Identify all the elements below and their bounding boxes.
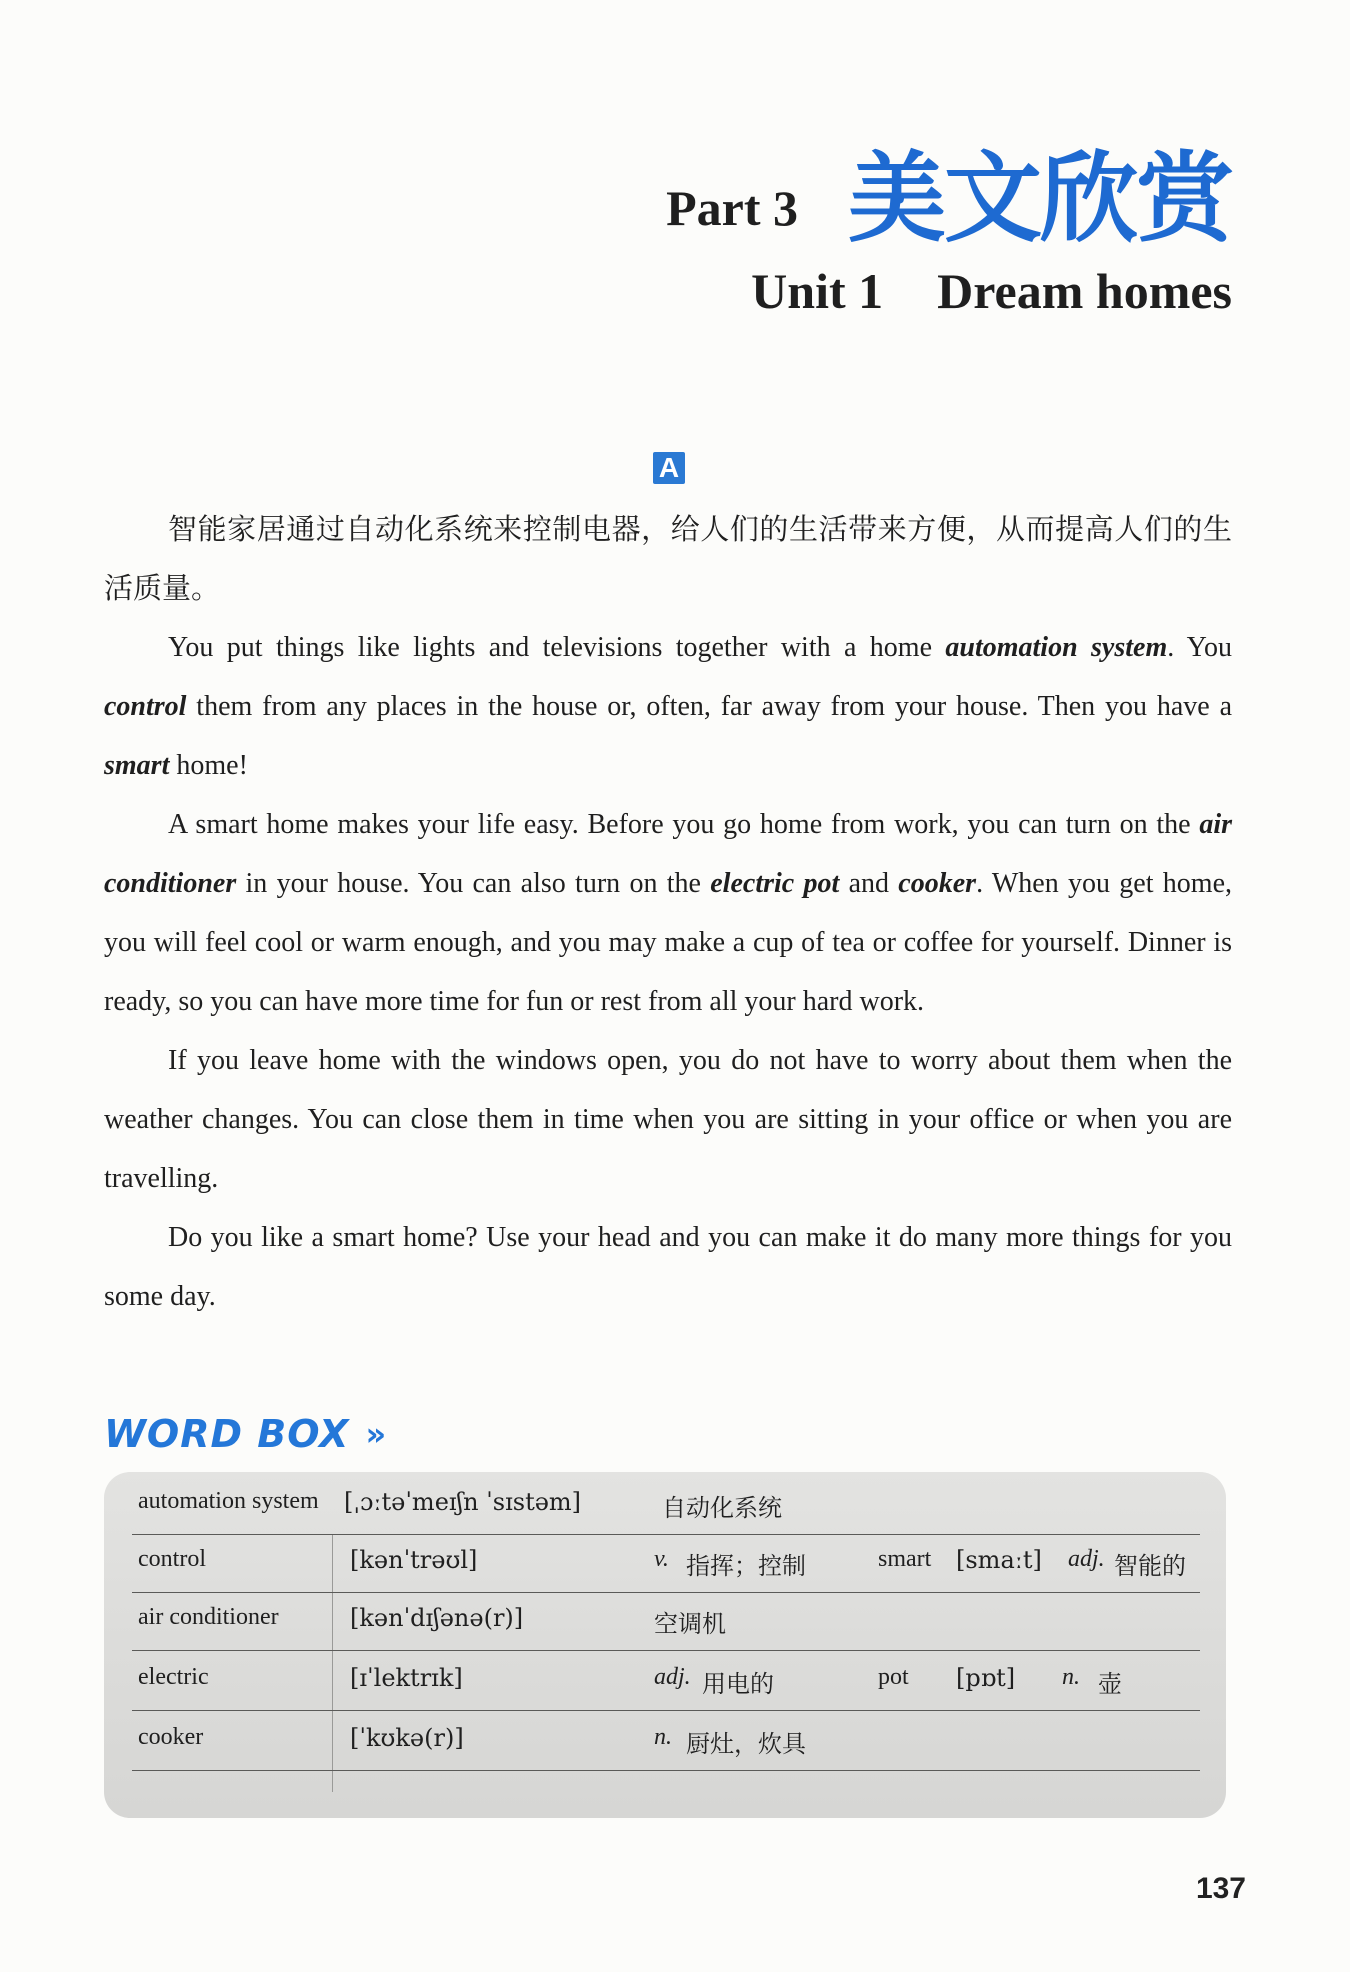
paragraph-1 — [104, 618, 1232, 795]
word-meaning: 用电的 — [702, 1670, 774, 1698]
keyword: control — [104, 691, 187, 722]
word-box-table — [104, 1472, 1226, 1818]
word-meaning: 指挥；控制 — [686, 1552, 806, 1580]
keyword: smart — [104, 750, 170, 781]
keyword: air conditioner — [104, 809, 1232, 899]
header-part-line — [666, 142, 1232, 256]
word-phonetic: [ɪˈlektrɪk] — [350, 1664, 463, 1692]
word-meaning-2: 智能的 — [1114, 1552, 1186, 1580]
keyword: automation system — [945, 632, 1168, 663]
text-run: home! — [169, 750, 248, 781]
word-meaning: 空调机 — [654, 1610, 726, 1638]
double-chevron-right-icon: » — [365, 1415, 387, 1453]
text-run: You put things like lights and televisions together with a home — [168, 632, 946, 663]
word-phonetic-2: [pɒt] — [956, 1664, 1016, 1692]
page-header — [666, 142, 1232, 320]
word-term-2: smart — [878, 1546, 932, 1572]
section-badge: A — [653, 452, 685, 484]
part-label: Part 3 — [666, 180, 798, 236]
part-title: 美文欣赏 — [847, 142, 1232, 256]
word-row — [132, 1476, 1200, 1535]
word-phonetic-2: [smaːt] — [956, 1546, 1042, 1574]
word-pos: n. — [654, 1724, 672, 1750]
word-box-heading — [104, 1412, 386, 1456]
word-box-title: WORD BOX — [104, 1412, 350, 1456]
text-run: . You — [1167, 632, 1233, 663]
word-term: cooker — [138, 1724, 204, 1750]
word-row — [132, 1652, 1200, 1711]
paragraph-3: If you leave home with the windows open, you do not have to worry about them when the weather changes. You can close them in time when you are sitting in your office or when you are travelling. — [104, 1045, 1232, 1194]
unit-title: Dream homes — [937, 263, 1232, 319]
unit-label: Unit 1 — [751, 263, 884, 319]
keyword: cooker — [898, 868, 977, 899]
text-run: . When you get home, you will feel cool or warm enough, and you may make a cup of tea or coffee for yourself. Dinner is ready, so you can have more time for fun or rest from all your hard work. — [104, 868, 1232, 1017]
word-row — [132, 1712, 1200, 1771]
word-row — [132, 1592, 1200, 1651]
word-phonetic: [kənˈtrəʊl] — [350, 1546, 478, 1574]
word-phonetic: [ˈkʊkə(r)] — [350, 1724, 464, 1752]
article-body — [104, 500, 1232, 1326]
word-pos-2: n. — [1062, 1664, 1080, 1690]
word-term: control — [138, 1546, 206, 1572]
word-pos: adj. — [654, 1664, 691, 1690]
word-term-2: pot — [878, 1664, 909, 1690]
word-pos-2: adj. — [1068, 1546, 1105, 1572]
paragraph-4: Do you like a smart home? Use your head and you can make it do many more things for you some day. — [104, 1222, 1232, 1312]
word-phonetic: [ˌɔːtəˈmeɪʃn ˈsɪstəm] — [344, 1488, 582, 1516]
word-meaning: 自动化系统 — [662, 1494, 782, 1522]
page-number: 137 — [1195, 1872, 1246, 1905]
text-run: them from any places in the house or, often, far away from your house. Then you have a — [186, 691, 1232, 722]
text-run: and — [839, 868, 899, 899]
word-term: automation system — [138, 1488, 319, 1514]
unit-line — [666, 262, 1232, 320]
word-phonetic: [kənˈdɪʃənə(r)] — [350, 1604, 524, 1632]
word-meaning: 厨灶，炊具 — [686, 1730, 806, 1758]
intro-paragraph: 智能家居通过自动化系统来控制电器，给人们的生活带来方便，从而提高人们的生活质量。 — [104, 512, 1232, 605]
word-pos: v. — [654, 1546, 669, 1572]
word-term: electric — [138, 1664, 209, 1690]
text-run: A smart home makes your life easy. Before you go home from work, you can turn on the — [168, 809, 1200, 840]
keyword: electric pot — [710, 868, 840, 899]
word-term: air conditioner — [138, 1604, 279, 1630]
word-meaning-2: 壶 — [1098, 1670, 1122, 1698]
word-row — [132, 1534, 1200, 1593]
paragraph-2 — [104, 795, 1232, 1031]
text-run: in your house. You can also turn on the — [236, 868, 711, 899]
